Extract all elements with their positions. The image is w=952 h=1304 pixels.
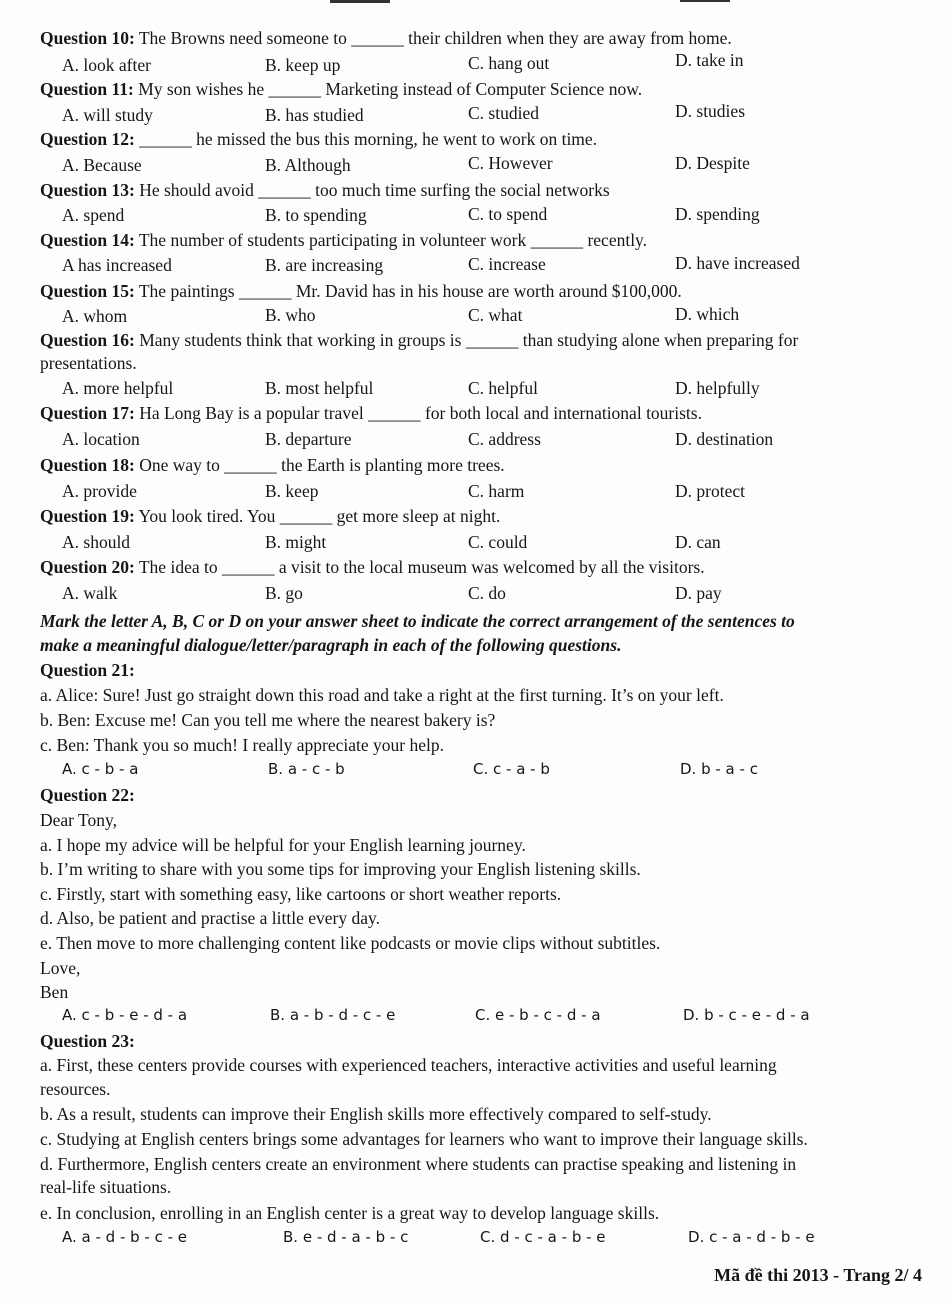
question-16-continued: presentations. [40, 353, 137, 373]
sentence: d. Also, be patient and practise a little every day. [40, 908, 381, 928]
option: A. will study [62, 105, 153, 125]
sentence: b. Ben: Excuse me! Can you tell me where the nearest bakery is? [40, 710, 496, 730]
option: A. c - b - e - d - a [62, 1006, 188, 1024]
question-14: Question 14: The number of students participating in volunteer work ______ recently. [40, 230, 648, 250]
sentence: c. Ben: Thank you so much! I really appreciate your help. [40, 735, 444, 755]
option: A. look after [62, 55, 151, 75]
option: D. can [675, 532, 721, 552]
option: B. most helpful [265, 378, 374, 398]
question-21-label: Question 21: [40, 660, 135, 680]
option: D. b - a - c [680, 760, 758, 778]
sentence: c. Studying at English centers brings some advantages for learners who want to improve their language skills. [40, 1129, 808, 1149]
option: B. go [265, 583, 303, 603]
option: D. pay [675, 583, 722, 603]
option: A. walk [62, 583, 118, 603]
question-10: Question 10: The Browns need someone to ______ their children when they are away from home. [40, 28, 732, 48]
top-mark [330, 0, 390, 3]
option: A. should [62, 532, 131, 552]
option: D. protect [675, 481, 745, 501]
option: A. location [62, 429, 140, 449]
sentence-continued: real-life situations. [40, 1177, 172, 1197]
option: A. Because [62, 155, 142, 175]
sentence: e. Then move to more challenging content like podcasts or movie clips without subtitles. [40, 933, 661, 953]
option: B. a - b - d - c - e [270, 1006, 396, 1024]
option: D. spending [675, 204, 760, 224]
option: C. hang out [468, 53, 550, 73]
option: B. e - d - a - b - c [283, 1228, 409, 1246]
option: C. what [468, 305, 523, 325]
option: C. could [468, 532, 528, 552]
option: D. destination [675, 429, 774, 449]
option: B. Although [265, 155, 351, 175]
question-19: Question 19: You look tired. You ______ get more sleep at night. [40, 506, 501, 526]
section-instruction: Mark the letter A, B, C or D on your answer sheet to indicate the correct arrangement of the sentences to [40, 611, 795, 631]
top-mark [680, 0, 730, 2]
option: A has increased [62, 255, 172, 275]
option: A. spend [62, 205, 125, 225]
page-footer: Mã đề thi 2013 - Trang 2/ 4 [714, 1265, 922, 1285]
question-15: Question 15: The paintings ______ Mr. David has in his house are worth around $100,000. [40, 281, 682, 301]
option: C. However [468, 153, 553, 173]
section-instruction-continued: make a meaningful dialogue/letter/paragraph in each of the following questions. [40, 635, 622, 655]
question-12: Question 12: ______ he missed the bus this morning, he went to work on time. [40, 129, 598, 149]
option: C. d - c - a - b - e [480, 1228, 606, 1246]
sentence: a. Alice: Sure! Just go straight down this road and take a right at the first turning. It’s on your left. [40, 685, 724, 705]
option: D. take in [675, 50, 744, 70]
option: B. a - c - b [268, 760, 345, 778]
letter-signature: Ben [40, 982, 69, 1002]
option: C. address [468, 429, 541, 449]
question-17: Question 17: Ha Long Bay is a popular travel ______ for both local and international tourists. [40, 403, 702, 423]
option: D. have increased [675, 253, 800, 273]
option: C. c - a - b [473, 760, 550, 778]
question-11: Question 11: My son wishes he ______ Marketing instead of Computer Science now. [40, 79, 643, 99]
option: B. might [265, 532, 327, 552]
option: B. departure [265, 429, 352, 449]
option: D. which [675, 304, 740, 324]
option: B. are increasing [265, 255, 384, 275]
sentence: b. As a result, students can improve their English skills more effectively compared to self-study. [40, 1104, 712, 1124]
question-16: Question 16: Many students think that working in groups is ______ than studying alone when preparing for [40, 330, 799, 350]
option: C. helpful [468, 378, 538, 398]
sentence-continued: resources. [40, 1079, 111, 1099]
option: C. to spend [468, 204, 548, 224]
question-23-label: Question 23: [40, 1031, 135, 1051]
question-22-label: Question 22: [40, 785, 135, 805]
question-18: Question 18: One way to ______ the Earth is planting more trees. [40, 455, 505, 475]
option: A. a - d - b - c - e [62, 1228, 188, 1246]
option: D. Despite [675, 153, 750, 173]
letter-closing: Love, [40, 958, 81, 978]
option: C. do [468, 583, 506, 603]
option: A. whom [62, 306, 128, 326]
option: D. b - c - e - d - a [683, 1006, 810, 1024]
option: C. increase [468, 254, 546, 274]
option: D. helpfully [675, 378, 760, 398]
option: B. has studied [265, 105, 364, 125]
option: C. studied [468, 103, 539, 123]
question-20: Question 20: The idea to ______ a visit to the local museum was welcomed by all the visitors. [40, 557, 705, 577]
sentence: b. I’m writing to share with you some tips for improving your English listening skills. [40, 859, 641, 879]
option: D. c - a - d - b - e [688, 1228, 815, 1246]
sentence: c. Firstly, start with something easy, like cartoons or short weather reports. [40, 884, 562, 904]
sentence: d. Furthermore, English centers create an environment where students can practise speaking and listening in [40, 1154, 797, 1174]
option: A. c - b - a [62, 760, 139, 778]
question-13: Question 13: He should avoid ______ too much time surfing the social networks [40, 180, 610, 200]
sentence: a. First, these centers provide courses with experienced teachers, interactive activities and useful learning [40, 1055, 777, 1075]
option: C. e - b - c - d - a [475, 1006, 601, 1024]
option: D. studies [675, 101, 745, 121]
sentence: a. I hope my advice will be helpful for your English learning journey. [40, 835, 526, 855]
option: B. keep [265, 481, 319, 501]
letter-greeting: Dear Tony, [40, 810, 118, 830]
option: B. keep up [265, 55, 341, 75]
option: B. who [265, 305, 316, 325]
sentence: e. In conclusion, enrolling in an English center is a great way to develop language skills. [40, 1203, 660, 1223]
option: A. more helpful [62, 378, 174, 398]
option: B. to spending [265, 205, 367, 225]
option: A. provide [62, 481, 137, 501]
option: C. harm [468, 481, 525, 501]
